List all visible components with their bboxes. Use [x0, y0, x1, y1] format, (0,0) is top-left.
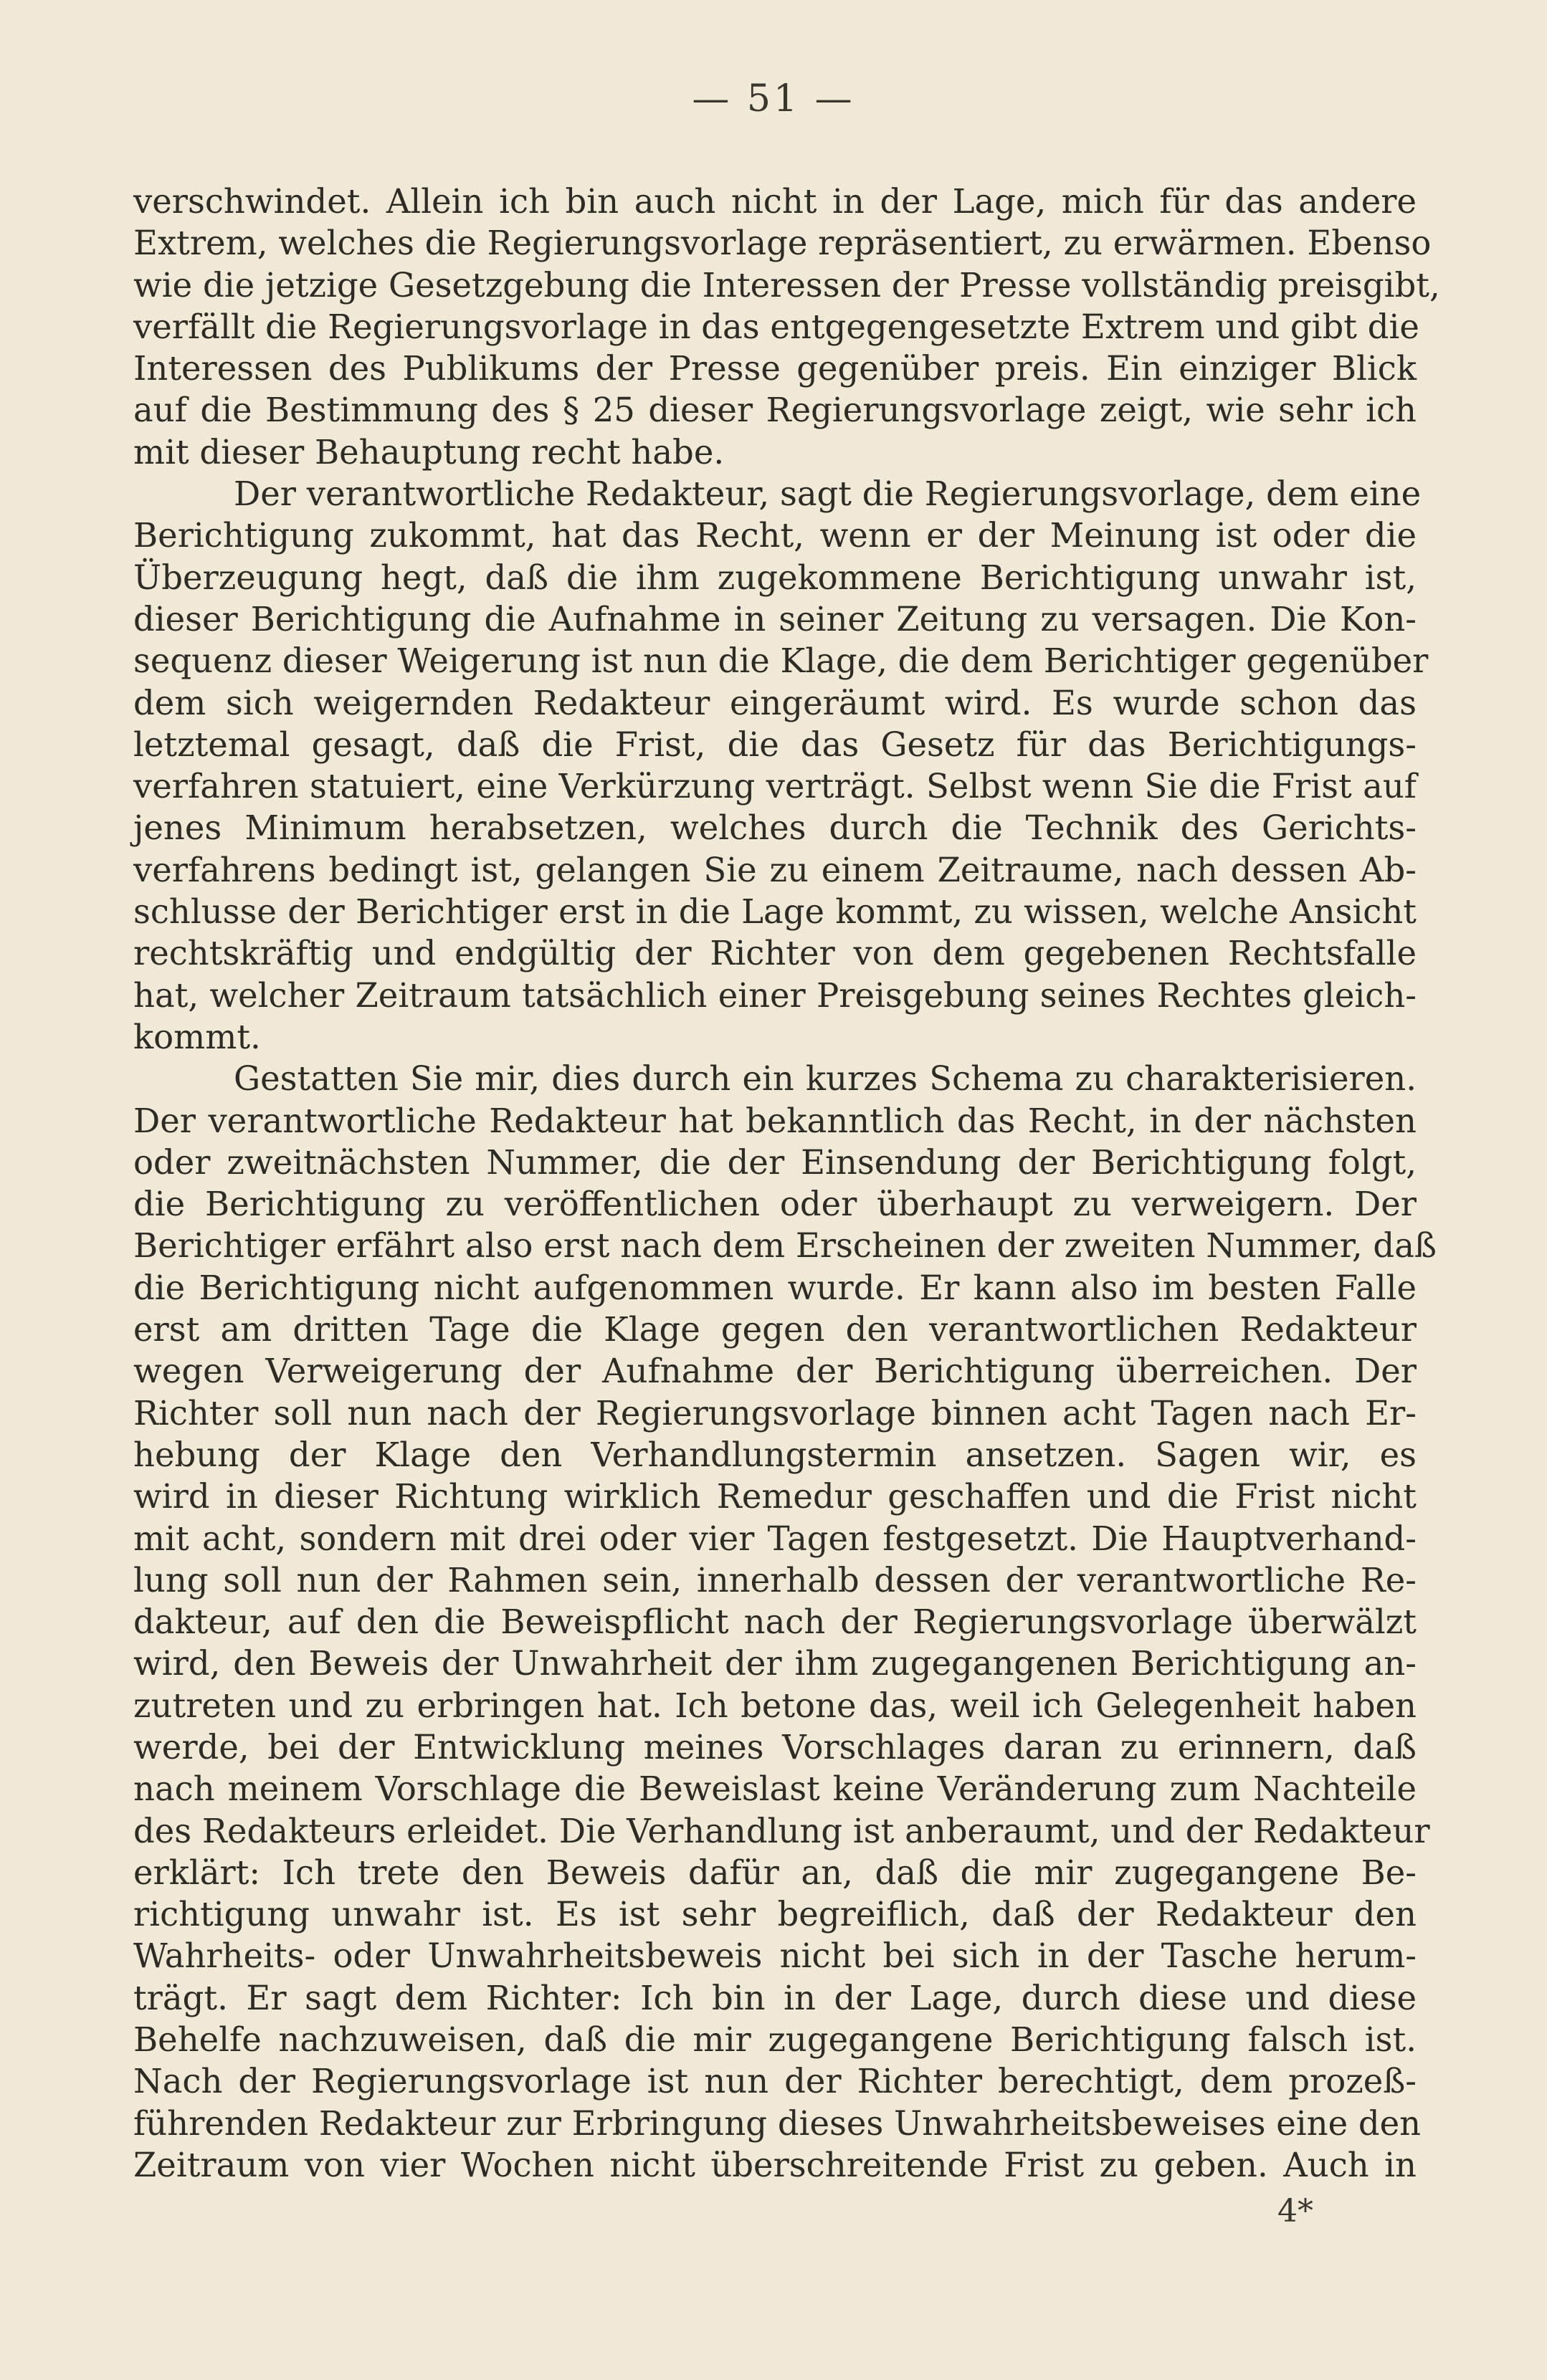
- text-line: hat, welcher Zeitraum tatsächlich einer Preisgebung seines Rechtes gleich-: [133, 975, 1417, 1015]
- text-line: Behelfe nachzuweisen, daß die mir zugegangene Berichtigung falsch ist.: [133, 2020, 1417, 2060]
- text-line: zutreten und zu erbringen hat. Ich betone das, weil ich Gelegenheit haben: [133, 1686, 1417, 1725]
- text-line: die Berichtigung nicht aufgenommen wurde. Er kann also im besten Falle: [133, 1268, 1417, 1307]
- text-line: schlusse der Berichtiger erst in die Lage kommt, zu wissen, welche Ansicht: [133, 892, 1417, 932]
- text-line: nach meinem Vorschlage die Beweislast keine Veränderung zum Nachteile: [133, 1769, 1417, 1809]
- text-line: dakteur, auf den die Beweispflicht nach der Regierungsvorlage überwälzt: [133, 1602, 1417, 1642]
- text-line: Interessen des Publikums der Presse gegenüber preis. Ein einziger Blick: [133, 349, 1417, 388]
- text-line: lung soll nun der Rahmen sein, innerhalb dessen der verantwortliche Re-: [133, 1560, 1417, 1600]
- text-line: werde, bei der Entwicklung meines Vorschlages daran zu erinnern, daß: [133, 1727, 1417, 1767]
- body-text: [133, 181, 1440, 2186]
- text-line: wird in dieser Richtung wirklich Remedur geschaffen und die Frist nicht: [133, 1477, 1417, 1516]
- text-line: Richter soll nun nach der Regierungsvorlage binnen acht Tagen nach Er-: [133, 1393, 1417, 1433]
- text-line: wegen Verweigerung der Aufnahme der Berichtigung überreichen. Der: [133, 1352, 1417, 1391]
- text-line: führenden Redakteur zur Erbringung dieses Unwahrheitsbeweises eine den: [133, 2103, 1422, 2143]
- text-line: verfahren statuiert, eine Verkürzung verträgt. Selbst wenn Sie die Frist auf: [133, 767, 1417, 806]
- text-line: dem sich weigernden Redakteur eingeräumt wird. Es wurde schon das: [133, 683, 1417, 722]
- text-line: jenes Minimum herabsetzen, welches durch die Technik des Gerichts-: [133, 808, 1417, 848]
- text-line: richtigung unwahr ist. Es ist sehr begreiflich, daß der Redakteur den: [133, 1895, 1417, 1934]
- text-line: letztemal gesagt, daß die Frist, die das Gesetz für das Berichtigungs-: [133, 725, 1417, 764]
- text-line: verfahrens bedingt ist, gelangen Sie zu einem Zeitraume, nach dessen Ab-: [133, 850, 1417, 889]
- text-line: wird, den Beweis der Unwahrheit der ihm zugegangenen Berichtigung an-: [133, 1644, 1417, 1683]
- text-line: die Berichtigung zu veröffentlichen oder überhaupt zu verweigern. Der: [133, 1185, 1417, 1224]
- text-line: wie die jetzige Gesetzgebung die Interessen der Presse vollständig preisgibt,: [133, 265, 1440, 305]
- text-line: verfällt die Regierungsvorlage in das entgegengesetzte Extrem und gibt die: [133, 307, 1419, 346]
- text-line: mit dieser Behauptung recht habe.: [133, 432, 725, 472]
- text-line: verschwindet. Allein ich bin auch nicht in der Lage, mich für das andere: [133, 182, 1417, 221]
- text-line: auf die Bestimmung des § 25 dieser Regierungsvorlage zeigt, wie sehr ich: [133, 391, 1417, 430]
- signature-mark: 4*: [1277, 2193, 1313, 2230]
- text-line: oder zweitnächsten Nummer, die der Einsendung der Berichtigung folgt,: [133, 1142, 1417, 1182]
- text-line: erst am dritten Tage die Klage gegen den verantwortlichen Redakteur: [133, 1310, 1417, 1349]
- text-line: dieser Berichtigung die Aufnahme in seiner Zeitung zu versagen. Die Kon-: [133, 599, 1417, 639]
- text-line: Gestatten Sie mir, dies durch ein kurzes Schema zu charakterisieren.: [234, 1059, 1417, 1099]
- text-line: mit acht, sondern mit drei oder vier Tagen festgesetzt. Die Hauptverhand-: [133, 1519, 1417, 1558]
- text-line: Wahrheits- oder Unwahrheitsbeweis nicht bei sich in der Tasche herum-: [133, 1936, 1417, 1976]
- text-line: kommt.: [133, 1017, 261, 1056]
- text-line: rechtskräftig und endgültig der Richter von dem gegebenen Rechtsfalle: [133, 934, 1417, 973]
- text-line: Der verantwortliche Redakteur hat bekanntlich das Recht, in der nächsten: [133, 1101, 1417, 1140]
- text-line: erklärt: Ich trete den Beweis dafür an, daß die mir zugegangene Be-: [133, 1853, 1417, 1892]
- text-line: Überzeugung hegt, daß die ihm zugekommene Berichtigung unwahr ist,: [133, 558, 1417, 597]
- page-number-header: — 51 —: [692, 77, 855, 120]
- text-line: Zeitraum von vier Wochen nicht überschreitende Frist zu geben. Auch in: [133, 2145, 1417, 2184]
- text-line: Berichtigung zukommt, hat das Recht, wenn er der Meinung ist oder die: [133, 516, 1417, 555]
- text-line: Der verantwortliche Redakteur, sagt die Regierungsvorlage, dem eine: [234, 474, 1422, 514]
- text-line: Nach der Regierungsvorlage ist nun der Richter berechtigt, dem prozeß-: [133, 2062, 1417, 2101]
- text-line: Berichtiger erfährt also erst nach dem Erscheinen der zweiten Nummer, daß: [133, 1226, 1437, 1266]
- text-line: sequenz dieser Weigerung ist nun die Klage, die dem Berichtiger gegenüber: [133, 641, 1429, 681]
- text-line: Extrem, welches die Regierungsvorlage repräsentiert, zu erwärmen. Ebenso: [133, 224, 1432, 263]
- text-line: trägt. Er sagt dem Richter: Ich bin in der Lage, durch diese und diese: [133, 1978, 1417, 2017]
- text-line: des Redakteurs erleidet. Die Verhandlung ist anberaumt, und der Redakteur: [133, 1811, 1430, 1850]
- text-line: hebung der Klage den Verhandlungstermin ansetzen. Sagen wir, es: [133, 1435, 1417, 1474]
